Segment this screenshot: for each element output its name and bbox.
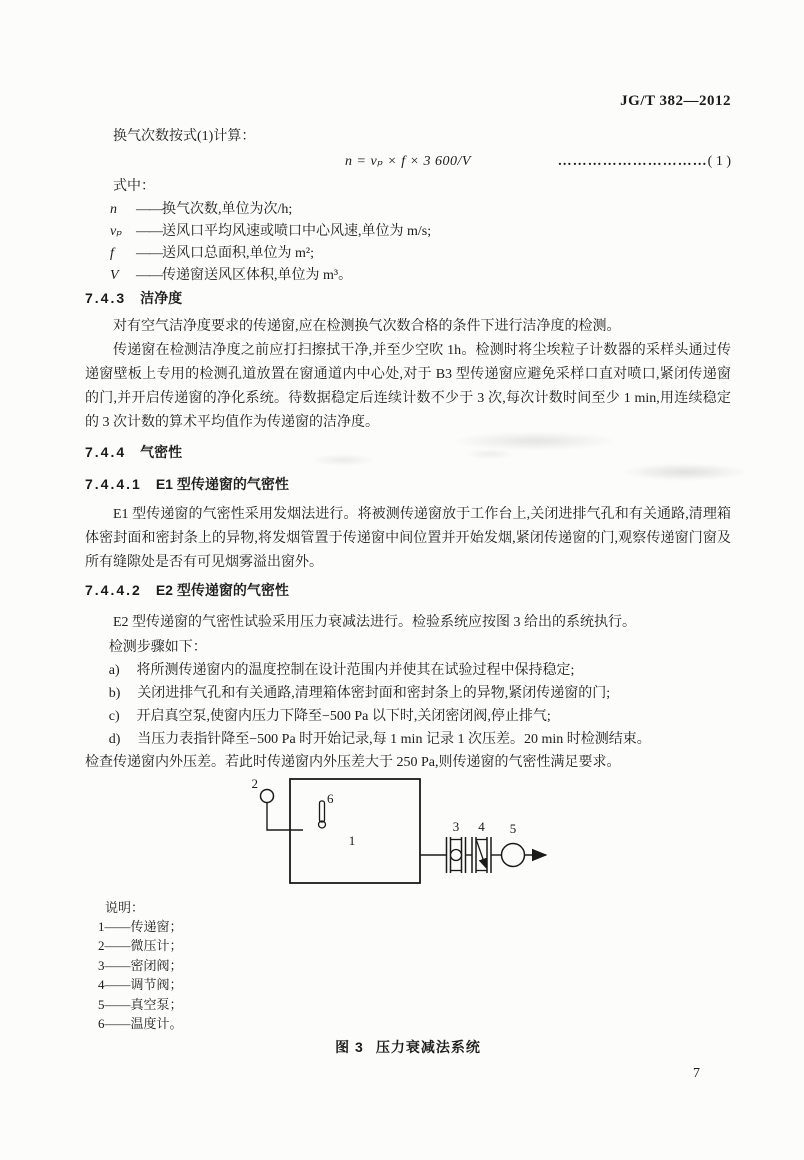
regulating-valve-symbol: [472, 837, 491, 873]
paragraph-e1-airtightness: E1 型传递窗的气密性采用发烟法进行。将被测传递窗放于工作台上,关闭进排气孔和有关通路,清理箱体密封面和密封条上的异物,将发烟管置于传递窗中间位置并开始发烟,紧闭传递窗的门,观察传递窗门窗及所有缝隙处是否有可见烟雾溢出窗外。: [85, 507, 731, 570]
section-heading-7-4-4: [85, 441, 731, 463]
diagram-label-4: 4: [478, 819, 485, 834]
step-item: [85, 705, 731, 728]
legend-item: 1——传递窗；: [98, 919, 183, 934]
vacuum-pump-symbol: [502, 844, 525, 867]
step-text: 开启真空泵,使窗内压力下降至−500 Pa 以下时,关闭密闭阀,停止排气;: [136, 709, 551, 724]
legend-list: [98, 917, 731, 1033]
legend-item: 3——密闭阀；: [98, 957, 183, 973]
step-label: c): [108, 709, 120, 724]
paragraph-e2-airtightness: E2 型传递窗的气密性试验采用压力衰减法进行。检验系统应按图 3 给出的系统执行。: [113, 615, 637, 630]
paragraph-cleanliness-1: 对有空气洁净度要求的传递窗,应在检测换气次数合格的条件下进行洁净度的检测。: [113, 319, 621, 334]
definition-symbol: vₚ: [110, 224, 122, 239]
equation-dots: …………………………: [557, 154, 708, 169]
section-heading-7-4-4-2: [85, 579, 731, 601]
step-item: [85, 728, 731, 751]
figure-legend: [98, 899, 731, 1033]
figure-caption: [85, 1037, 731, 1057]
manometer-tube-line: [267, 803, 303, 831]
diagram-label-5: 5: [509, 821, 517, 836]
equation-row: [85, 150, 731, 174]
legend-item: 6——温度计。: [98, 1016, 183, 1032]
paragraph-cleanliness-2: 传递窗在检测洁净度之前应打扫擦拭干净,并至少空吹 1h。检测时将尘埃粒子计数器的采样头通过传递窗壁板上专用的检测孔道放置在窗通道内中心处,对于 B3 型传递窗应避免采样口直对喷口,紧闭传递窗的门,并开启传递窗的净化系统。待数据稳定后连续计数不少于 3 次,每次计数时间至少 1 min,用连续稳定的 3 次计数的算术平均值作为传递窗的洁净度。: [85, 343, 731, 430]
section-title: E2 型传递窗的气密性: [155, 582, 289, 598]
definition-dash: ——: [136, 202, 162, 217]
figure-caption-title: 压力衰减法系统: [375, 1039, 481, 1056]
legend-item: 4——调节阀；: [98, 977, 183, 993]
section-number: 7.4.4.2: [85, 582, 142, 598]
definition-symbol: f: [110, 246, 114, 261]
figure-diagram: [85, 775, 731, 891]
equation-reference: [558, 150, 731, 174]
definition-symbol: n: [110, 202, 117, 217]
definition-dash: ——: [136, 224, 162, 239]
definition-dash: ——: [136, 268, 162, 283]
definition-row: [110, 243, 731, 265]
diagram-label-2: 2: [251, 776, 258, 791]
legend-title: 说明：: [105, 900, 145, 915]
section-title: E1 型传递窗的气密性: [155, 476, 289, 492]
definition-row: [110, 199, 731, 221]
definition-row: [110, 265, 731, 287]
section-heading-7-4-3: [85, 287, 731, 309]
step-text: 将所测传递窗内的温度控制在设计范围内并使其在试验过程中保持稳定;: [136, 663, 575, 678]
step-item: [85, 682, 731, 705]
sealed-valve-symbol: [447, 837, 466, 873]
step-text: 当压力表指针降至−500 Pa 时开始记录,每 1 min 记录 1 次压差。20 min 时检测结束。: [137, 732, 651, 747]
where-label: 式中：: [113, 179, 155, 194]
definition-text: 送风口平均风速或喷口中心风速,单位为 m/s;: [162, 224, 432, 239]
section-title: 气密性: [140, 444, 183, 460]
definition-symbol: V: [110, 268, 119, 283]
step-label: b): [108, 686, 121, 701]
definition-text: 换气次数,单位为次/h;: [162, 202, 293, 217]
section-number: 7.4.4: [85, 444, 127, 460]
steps-list: [85, 659, 731, 751]
step-label: a): [108, 663, 120, 678]
equation-number: ( 1 ): [707, 154, 731, 169]
step-d-continuation: 检查传递窗内外压差。若此时传递窗内外压差大于 250 Pa,则传递窗的气密性满足要求。: [85, 755, 621, 770]
definition-dash: ——: [136, 246, 162, 261]
transfer-window-box: [290, 779, 420, 883]
diagram-label-3: 3: [452, 819, 460, 834]
steps-intro: 检测步骤如下：: [108, 640, 207, 655]
definition-list: [110, 199, 731, 287]
section-heading-7-4-4-1: [85, 473, 731, 495]
legend-item: 5——真空泵；: [98, 996, 183, 1012]
step-label: d): [108, 732, 121, 747]
page-number: 7: [693, 1066, 700, 1081]
legend-item: 2——微压计；: [98, 938, 183, 954]
formula-intro: 换气次数按式(1)计算：: [113, 129, 256, 144]
micro-manometer-symbol: [261, 790, 274, 803]
definition-row: [110, 221, 731, 243]
definition-text: 传递窗送风区体积,单位为 m³。: [162, 268, 353, 283]
section-number: 7.4.3: [85, 290, 127, 306]
section-title: 洁净度: [140, 290, 183, 306]
step-text: 关闭进排气孔和有关通路,清理箱体密封面和密封条上的异物,紧闭传递窗的门;: [137, 686, 611, 701]
diagram-label-1: 1: [348, 833, 356, 848]
pressure-decay-diagram: [85, 775, 731, 891]
definition-text: 送风口总面积,单位为 m²;: [162, 246, 314, 261]
equation: n = vₚ × f × 3 600/V: [345, 154, 471, 169]
step-item: [85, 659, 731, 682]
section-number: 7.4.4.1: [85, 476, 142, 492]
page-content: [85, 0, 731, 1057]
diagram-label-6: 6: [327, 791, 334, 806]
thermometer-symbol: [320, 801, 325, 822]
standard-code: JG/T 382—2012: [620, 93, 731, 109]
figure-caption-label: 图 3: [335, 1039, 364, 1056]
